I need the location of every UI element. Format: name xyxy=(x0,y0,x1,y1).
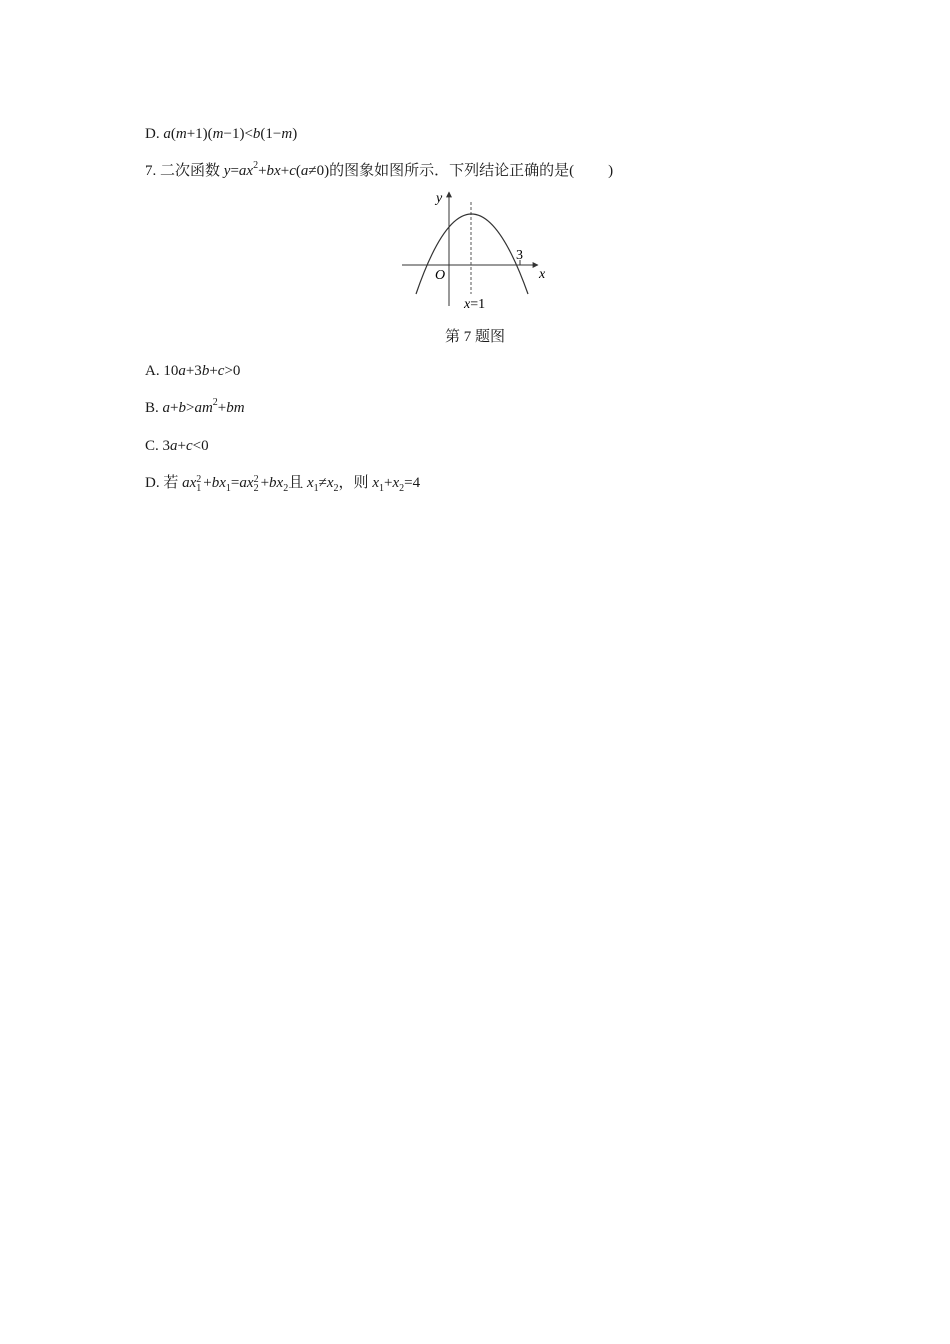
question-number: 7. xyxy=(145,163,157,179)
option-b[interactable]: B. $a+b>am^2+bm$ xyxy=(145,397,245,416)
root-label: 3 xyxy=(516,248,523,263)
prev-option-d: D. a(m+1)(m−1)<b(1−m) xyxy=(145,126,298,142)
parabola-curve xyxy=(416,214,528,294)
x-axis-label: x xyxy=(539,267,546,282)
option-a[interactable]: A. 10a+3b+c>0 xyxy=(145,363,241,379)
origin-label: O xyxy=(435,268,446,283)
option-c[interactable]: C. 3a+c<0 xyxy=(145,438,209,454)
y-axis-label: y xyxy=(436,191,443,206)
axis-label: x=1 xyxy=(464,297,486,312)
question-stem: 7. 二次函数 $y=ax^2+bx+c(a\ne 0)$的图象如图所示．下列结论正确的是( ) xyxy=(145,160,614,179)
option-d[interactable]: D. 若 ax 2 1 $+bx_1=ax$ 2 2 $+bx_2$且 $x_1\ne x_2$，则 $x_1+x_2=4$ xyxy=(145,474,421,494)
figure-caption: 第 7 题图 xyxy=(444,329,505,345)
parabola-figure xyxy=(398,186,554,314)
